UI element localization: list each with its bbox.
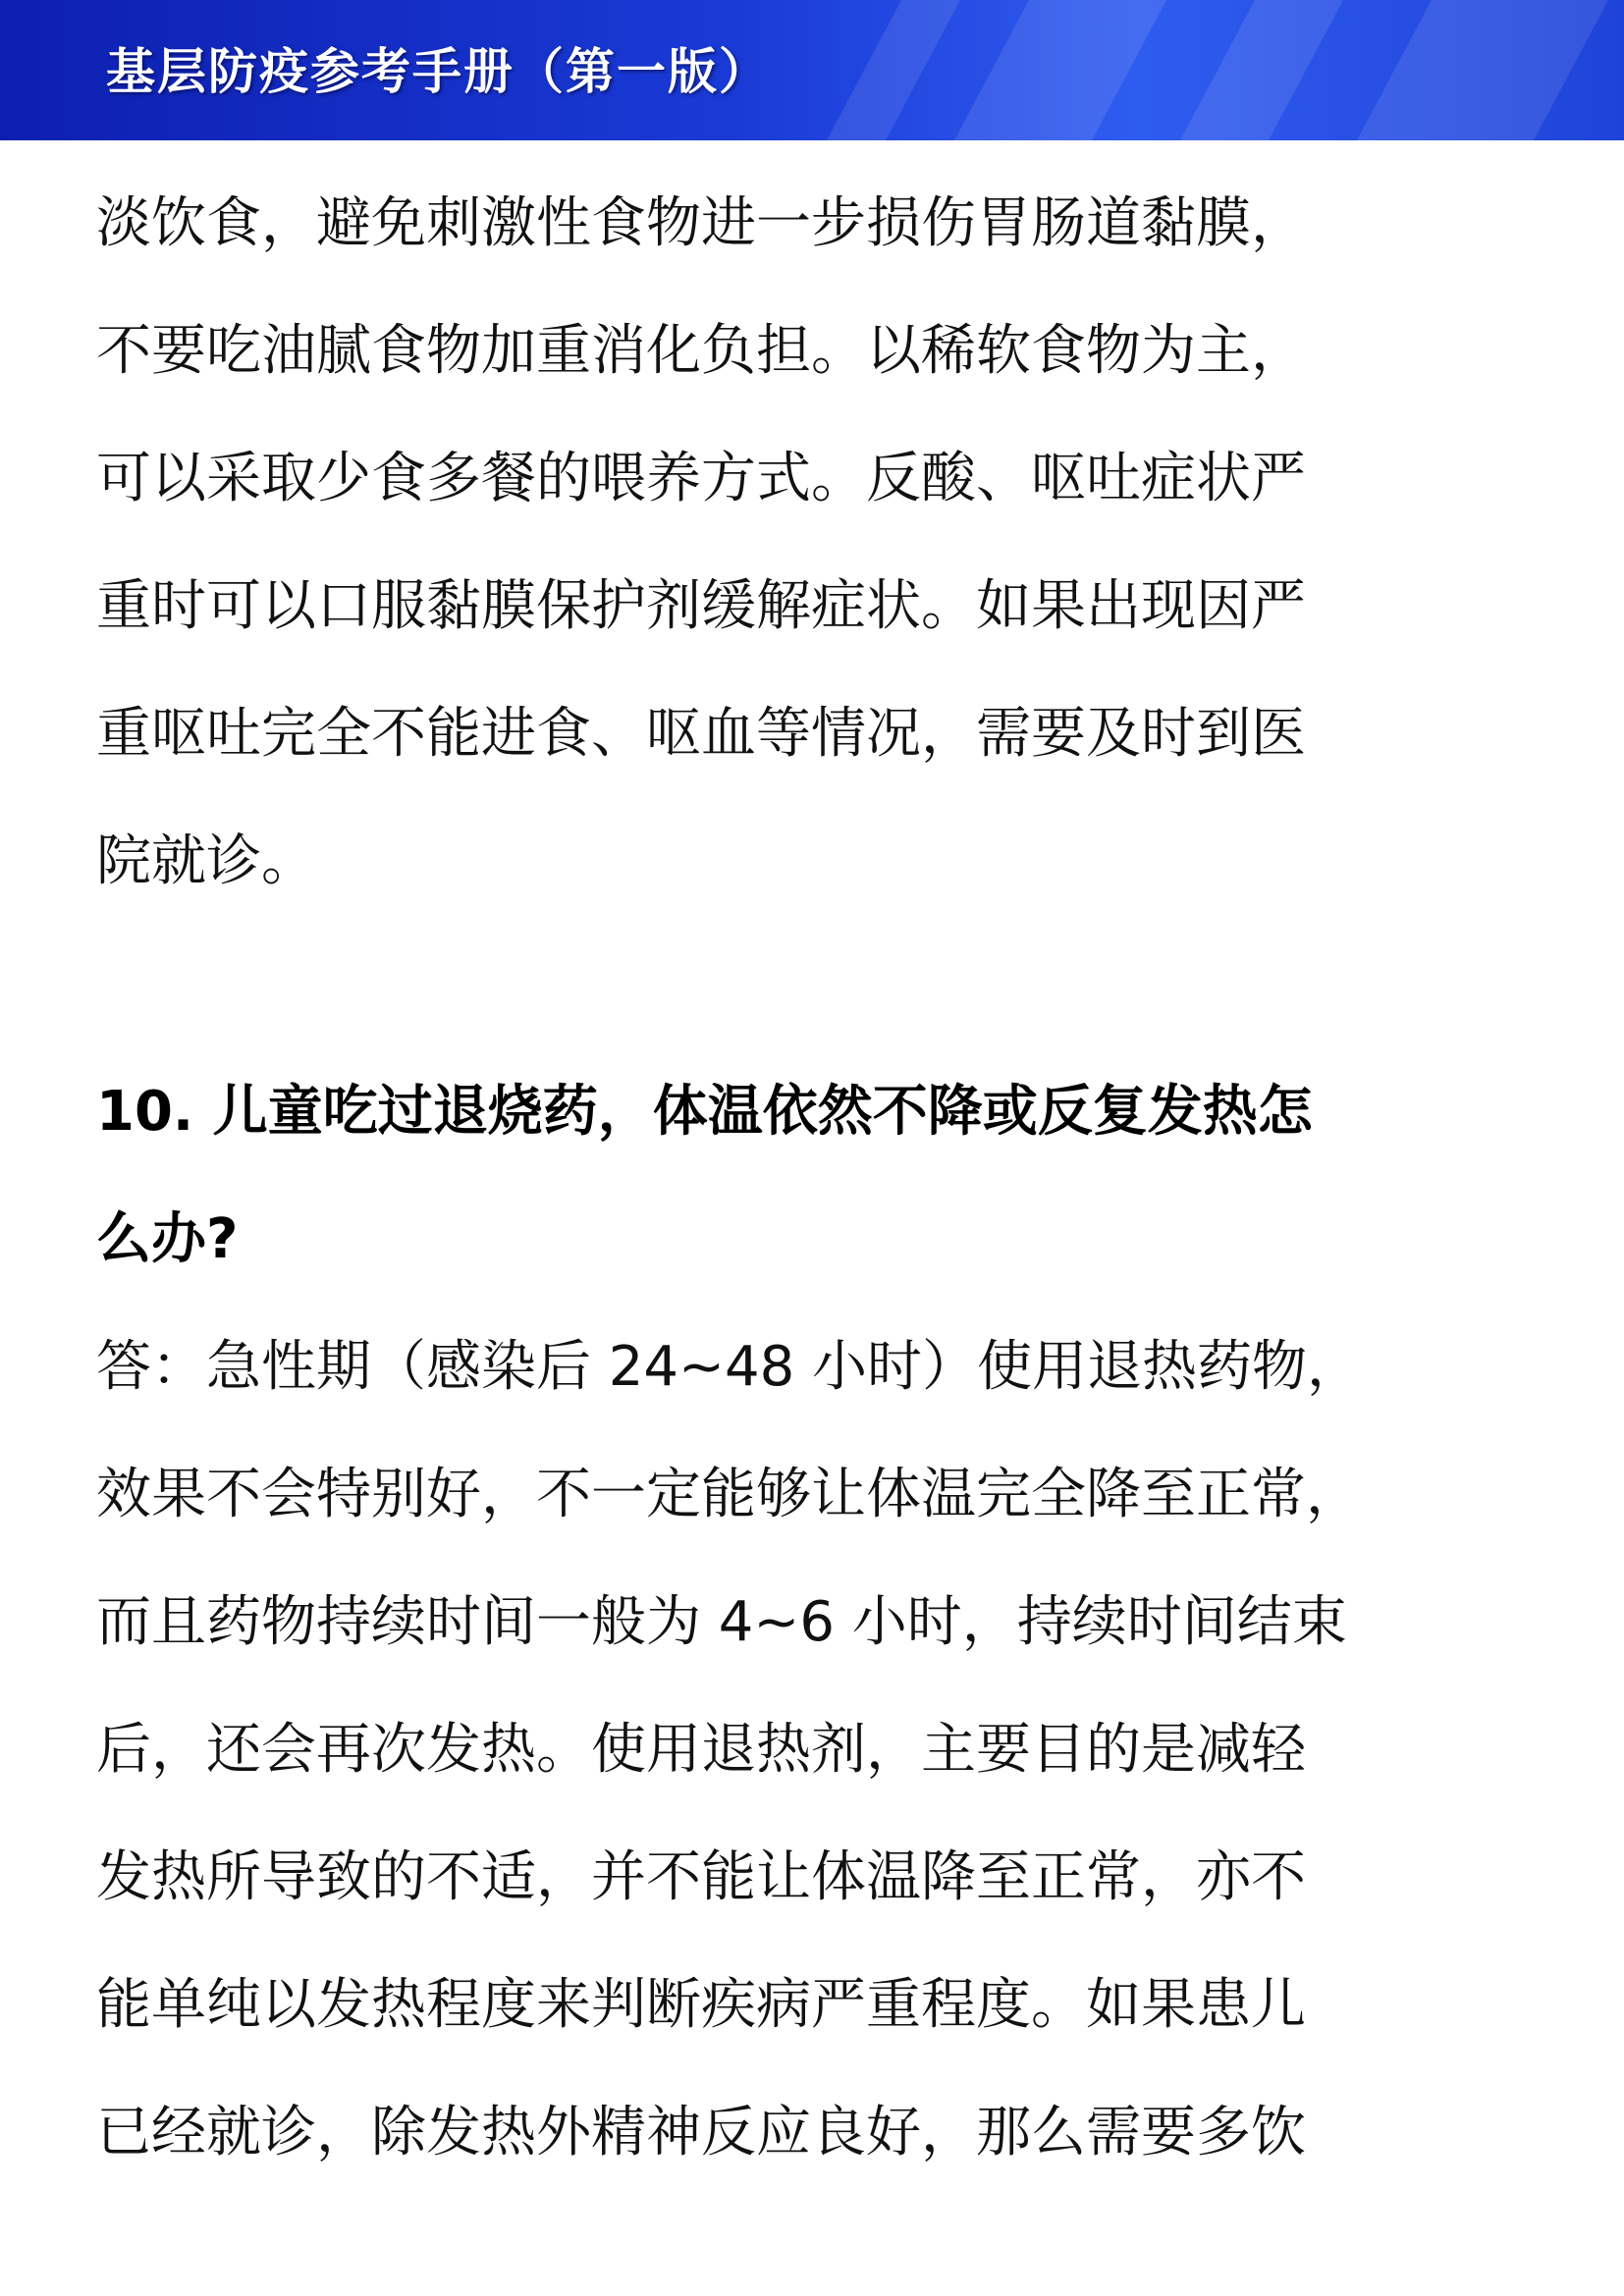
text-line: 重呕吐完全不能进食、呕血等情况，需要及时到医 (96, 702, 1306, 766)
text-line: 效果不会特别好，不一定能够让体温完全降至正常， (96, 1463, 1361, 1526)
text-line: 可以采取少食多餐的喂养方式。反酸、呕吐症状严 (96, 447, 1306, 510)
header-decoration (827, 0, 960, 140)
header-banner (0, 0, 1624, 140)
text-line: 答：急性期（感染后 24~48 小时）使用退热药物， (96, 1335, 1363, 1399)
text-line: 院就诊。 (96, 829, 316, 893)
header-decoration (1357, 0, 1608, 140)
text-line: 不要吃油腻食物加重消化负担。以稀软食物为主， (96, 319, 1306, 383)
text-line: 重时可以口服黏膜保护剂缓解症状。如果出现因严 (96, 574, 1306, 638)
text-line: 能单纯以发热程度来判断疾病严重程度。如果患儿 (96, 1973, 1306, 2037)
text-line: 发热所导致的不适，并不能让体温降至正常，亦不 (96, 1845, 1306, 1909)
text-line: 淡饮食，避免刺激性食物进一步损伤胃肠道黏膜， (96, 191, 1306, 255)
text-line: 而且药物持续时间一般为 4~6 小时，持续时间结束 (96, 1590, 1347, 1654)
header-decoration (1180, 0, 1343, 140)
header-decoration (954, 0, 1166, 140)
heading-line: 10. 儿童吃过退烧药，体温依然不降或反复发热怎 (96, 1080, 1313, 1144)
heading-line: 么办? (96, 1207, 239, 1271)
text-line: 后，还会再次发热。使用退热剂，主要目的是减轻 (96, 1718, 1306, 1782)
header-title: 基层防疫参考手册（第一版） (106, 43, 770, 100)
text-line: 已经就诊，除发热外精神反应良好，那么需要多饮 (96, 2101, 1306, 2164)
